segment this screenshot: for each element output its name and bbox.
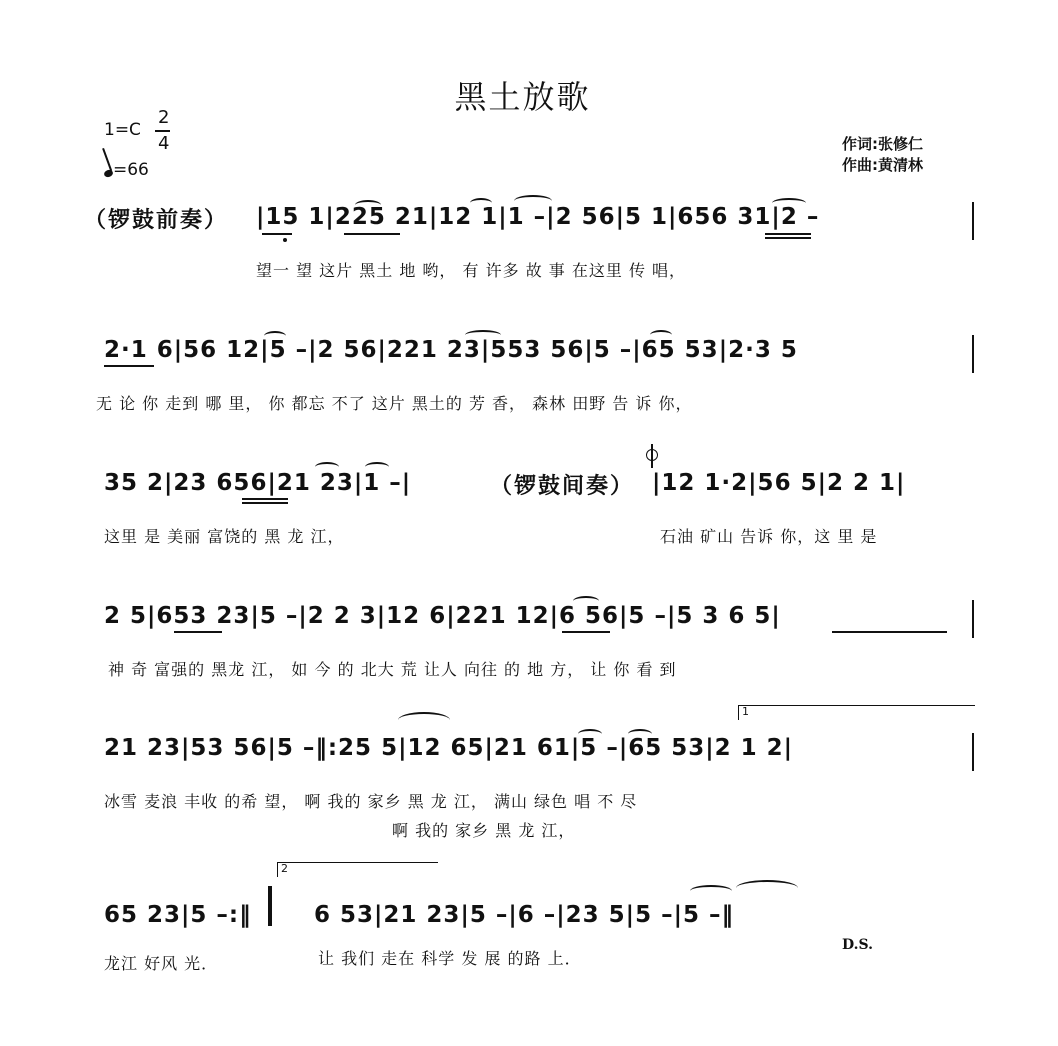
barline <box>972 733 974 771</box>
segno-stroke <box>651 444 653 468</box>
tempo-marking <box>104 160 149 180</box>
underline <box>344 233 400 235</box>
score-row-1-lyrics: 望一 望 这片 黑土 地 哟， 有 许多 故 事 在这里 传 唱， <box>256 261 687 280</box>
slur <box>470 198 492 208</box>
score-row-1-notes: |15 1|225 21|12 1|1 –|2 56|5 1|656 31|2 – <box>256 204 820 230</box>
slur <box>573 596 599 606</box>
repeat-end-barline <box>268 886 272 926</box>
score-row-3-notes-b: |12 1·2|56 5|2 2 1| <box>652 470 906 496</box>
song-title: 黑土放歌 <box>454 78 591 116</box>
score-row-6-notes: 65 23|5 –:‖ <box>104 902 252 928</box>
barline <box>972 202 974 240</box>
dal-segno-mark: D.S. <box>842 937 874 953</box>
barline <box>972 335 974 373</box>
intro-mark: （锣鼓前奏） <box>84 208 229 233</box>
tie <box>514 195 552 207</box>
underline <box>242 502 288 504</box>
underline <box>832 631 947 633</box>
tie <box>398 712 450 728</box>
volta-number-2: 2 <box>281 862 288 875</box>
composer-credit: 作曲:黄清林 <box>842 156 923 174</box>
tempo-value: =66 <box>113 160 149 180</box>
slur <box>772 198 806 208</box>
score-row-3-notes: 35 2|23 656|21 23|1 –| <box>104 470 412 496</box>
score-row-5-lyrics: 冰雪 麦浪 丰收 的希 望， 啊 我的 家乡 黑 龙 江， 满山 绿色 唱 不 尽 <box>104 792 638 811</box>
slur <box>578 729 602 739</box>
low-octave-dot <box>283 238 287 242</box>
underline <box>562 631 610 633</box>
tie <box>736 880 798 896</box>
score-row-4-notes: 2 5|653 23|5 –|2 2 3|12 6|221 12|6 56|5 –|5 3 6 5| <box>104 603 781 629</box>
slur <box>465 330 501 340</box>
slur <box>264 331 286 341</box>
score-row-2-lyrics: 无 论 你 走到 哪 里， 你 都忘 不了 这片 黑土的 芳 香， 森林 田野 告 诉 你， <box>96 394 693 413</box>
score-row-4-lyrics: 神 奇 富强的 黑龙 江， 如 今 的 北大 荒 让人 向往 的 地 方， 让 你 看 到 <box>108 660 677 679</box>
time-signature-line <box>155 130 170 132</box>
slur <box>315 462 339 472</box>
score-row-6-lyrics-b: 让 我们 走在 科学 发 展 的路 上． <box>318 949 582 968</box>
volta-number-1: 1 <box>742 705 749 718</box>
underline <box>174 631 222 633</box>
barline <box>972 600 974 638</box>
key-signature: 1=C <box>104 120 141 140</box>
tie <box>690 885 732 897</box>
score-row-5-lyrics-2: 啊 我的 家乡 黑 龙 江， <box>392 821 576 840</box>
score-row-3-lyrics: 这里 是 美丽 富饶的 黑 龙 江， <box>104 527 345 546</box>
underline <box>765 237 811 239</box>
interlude-mark: （锣鼓间奏） <box>490 474 635 499</box>
score-row-2-notes: 2·1 6|56 12|5 –|2 56|221 23|553 56|5 –|65 53|2·3 5 <box>104 337 798 363</box>
underline <box>765 233 811 235</box>
score-row-6-lyrics: 龙江 好风 光． <box>104 954 219 973</box>
score-row-5-notes: 21 23|53 56|5 –‖:25 5|12 65|21 61|5 –|65 53|2 1 2| <box>104 735 794 761</box>
slur <box>355 200 381 210</box>
time-signature-bottom: 4 <box>158 133 170 154</box>
score-row-3-lyrics-b: 石油 矿山 告诉 你，这 里 是 <box>660 527 878 546</box>
underline <box>262 233 292 235</box>
time-signature-top: 2 <box>158 107 170 128</box>
volta-bracket-1 <box>738 705 975 720</box>
underline <box>242 498 288 500</box>
underline <box>104 365 154 367</box>
score-row-6-notes-b: 6 53|21 23|5 –|6 –|23 5|5 –|5 –‖ <box>314 902 735 928</box>
slur <box>628 729 652 739</box>
lyricist-credit: 作词:张修仁 <box>842 135 923 153</box>
slur <box>650 330 672 340</box>
slur <box>365 462 389 472</box>
volta-bracket-2 <box>277 862 438 877</box>
